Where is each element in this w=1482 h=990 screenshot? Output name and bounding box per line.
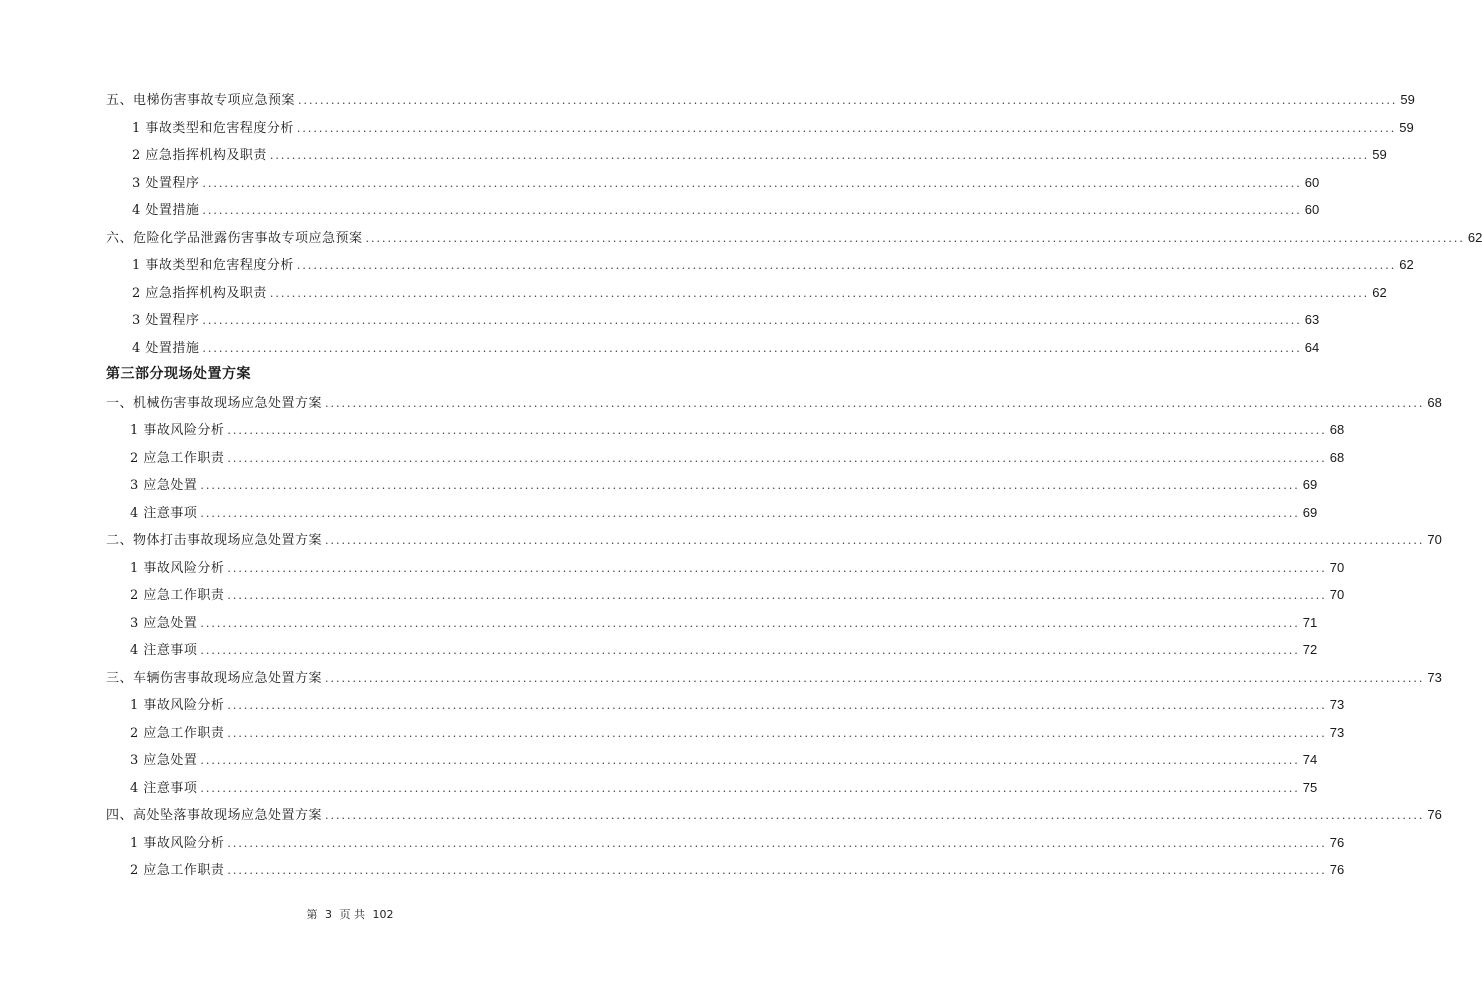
toc-entry-label: 三、车辆伤害事故现场应急处置方案 [106,670,323,686]
toc-subentry[interactable] [106,774,1318,802]
toc-entry-label: 4 注意事项 [130,643,198,658]
toc-subentry[interactable] [106,141,1387,169]
footer-middle: 页 共 [339,908,365,921]
toc-entry-page-number: 73 [1329,724,1345,740]
table-of-contents [106,86,1482,884]
dot-leader: ........................................................................................................................................................................................................ [202,204,1302,217]
toc-subentry[interactable] [106,444,1345,472]
toc-entry-page-number: 59 [1399,119,1414,135]
toc-subentry[interactable] [106,499,1318,527]
toc-entry-label: 1 事故风险分析 [130,835,225,851]
toc-subentry[interactable] [106,471,1318,499]
toc-entry-page-number: 68 [1329,422,1345,437]
toc-entry-page-number: 74 [1302,752,1318,767]
toc-entry-page-number: 76 [1427,807,1442,822]
toc-entry-label: 二、物体打击事故现场应急处置方案 [106,533,323,548]
dot-leader: ........................................................................................................................................................................................................ [296,121,1397,135]
dot-leader: ........................................................................................................................................................................................................ [200,781,1300,795]
toc-entry-label: 4 注意事项 [130,505,198,521]
toc-entry-label: 3 处置程序 [132,175,200,191]
footer-prefix: 第 [306,908,318,921]
dot-leader: ........................................................................................................................................................................................................ [227,451,1327,465]
toc-entry-label: 1 事故风险分析 [130,560,225,576]
toc-subentry[interactable] [106,306,1320,334]
toc-section-entry[interactable] [106,526,1442,554]
dot-leader: ........................................................................................................................................................................................................ [227,589,1327,602]
dot-leader: ........................................................................................................................................................................................................ [325,396,1425,410]
toc-entry-page-number: 60 [1304,174,1320,190]
toc-subentry[interactable] [106,416,1345,444]
toc-entry-page-number: 73 [1427,669,1442,685]
dot-leader: ........................................................................................................................................................................................................ [269,286,1370,300]
dot-leader: ........................................................................................................................................................................................................ [325,671,1425,685]
toc-entry-page-number: 63 [1304,312,1320,327]
toc-entry-page-number: 71 [1302,614,1318,630]
dot-leader: ........................................................................................................................................................................................................ [227,424,1327,437]
toc-entry-label: 五、电梯伤害事故专项应急预案 [106,93,296,108]
toc-subentry[interactable] [106,746,1318,774]
toc-entry-page-number: 76 [1329,834,1345,850]
toc-entry-page-number: 69 [1302,504,1318,520]
toc-entry-label: 六、危险化学品泄露伤害事故专项应急预案 [106,230,363,246]
toc-entry-page-number: 70 [1329,559,1345,575]
toc-entry-page-number: 60 [1304,202,1320,217]
toc-subentry[interactable] [106,691,1345,719]
toc-entry-label: 3 处置程序 [132,313,200,328]
toc-entry-label: 2 应急工作职责 [130,450,225,466]
dot-leader: ........................................................................................................................................................................................................ [227,561,1327,575]
toc-entry-label: 3 应急处置 [130,478,198,493]
toc-subentry[interactable] [106,581,1345,609]
toc-entry-page-number: 69 [1302,477,1318,492]
toc-subentry[interactable] [106,169,1320,197]
toc-entry-label: 4 处置措施 [132,203,200,218]
dot-leader: ........................................................................................................................................................................................................ [202,314,1302,327]
toc-entry-page-number: 68 [1427,394,1442,410]
toc-entry-label: 2 应急工作职责 [130,588,225,603]
toc-entry-page-number: 73 [1329,697,1345,712]
dot-leader: ........................................................................................................................................................................................................ [227,699,1327,712]
dot-leader: ........................................................................................................................................................................................................ [296,259,1397,272]
toc-entry-page-number: 62 [1399,257,1414,272]
toc-section-entry[interactable] [106,664,1442,692]
toc-entry-page-number: 62 [1467,229,1482,245]
toc-section-entry[interactable] [106,86,1415,114]
part-heading: 第三部分现场处置方案 [106,366,251,382]
toc-entry-label: 1 事故风险分析 [130,423,225,438]
dot-leader: ........................................................................................................................................................................................................ [202,176,1302,190]
toc-subentry[interactable] [106,114,1414,142]
toc-section-entry[interactable] [106,389,1442,417]
toc-entry-label: 4 注意事项 [130,780,198,796]
toc-section-entry[interactable] [106,801,1442,829]
toc-entry-label: 2 应急工作职责 [130,725,225,741]
toc-entry-label: 1 事故风险分析 [130,698,225,713]
footer-current-page: 3 [325,908,332,921]
footer-total-pages: 102 [372,908,394,921]
toc-subentry[interactable] [106,829,1345,857]
toc-entry-page-number: 68 [1329,449,1345,465]
toc-entry-label: 2 应急工作职责 [130,863,225,878]
toc-entry-label: 四、高处坠落事故现场应急处置方案 [106,808,323,823]
toc-subentry[interactable] [106,856,1345,884]
toc-entry-label: 4 处置措施 [132,340,200,356]
toc-entry-label: 1 事故类型和危害程度分析 [132,120,294,136]
toc-entry-label: 2 应急指挥机构及职责 [132,148,267,163]
toc-subentry[interactable] [106,609,1318,637]
toc-section-entry[interactable] [106,224,1482,252]
dot-leader: ........................................................................................................................................................................................................ [298,94,1398,107]
toc-subentry[interactable] [106,251,1414,279]
toc-entry-label: 一、机械伤害事故现场应急处置方案 [106,395,323,411]
toc-entry-page-number: 59 [1400,92,1415,107]
toc-entry-page-number: 75 [1302,779,1318,795]
toc-subentry[interactable] [106,279,1387,307]
toc-subentry[interactable] [106,334,1320,362]
toc-entry-page-number: 70 [1329,587,1345,602]
dot-leader: ........................................................................................................................................................................................................ [200,479,1300,492]
toc-subentry[interactable] [106,196,1320,224]
dot-leader: ........................................................................................................................................................................................................ [200,616,1300,630]
toc-entry-label: 1 事故类型和危害程度分析 [132,258,294,273]
dot-leader: ........................................................................................................................................................................................................ [365,231,1465,245]
toc-entry-page-number: 76 [1329,862,1345,877]
dot-leader: ........................................................................................................................................................................................................ [227,726,1327,740]
toc-entry-label: 3 应急处置 [130,753,198,768]
dot-leader: ........................................................................................................................................................................................................ [200,754,1300,767]
dot-leader: ........................................................................................................................................................................................................ [202,341,1302,355]
dot-leader: ........................................................................................................................................................................................................ [227,836,1327,850]
toc-subentry[interactable] [106,719,1345,747]
toc-entry-page-number: 72 [1302,642,1318,657]
dot-leader: ........................................................................................................................................................................................................ [200,644,1300,657]
toc-entry-label: 2 应急指挥机构及职责 [132,285,267,301]
dot-leader: ........................................................................................................................................................................................................ [227,864,1327,877]
toc-entry-label: 3 应急处置 [130,615,198,631]
dot-leader: ........................................................................................................................................................................................................ [325,809,1425,822]
dot-leader: ........................................................................................................................................................................................................ [200,506,1300,520]
dot-leader: ........................................................................................................................................................................................................ [269,149,1370,162]
toc-entry-page-number: 59 [1372,147,1387,162]
toc-entry-page-number: 70 [1427,532,1442,547]
toc-subentry[interactable] [106,636,1318,664]
toc-subentry[interactable] [106,554,1345,582]
dot-leader: ........................................................................................................................................................................................................ [325,534,1425,547]
toc-entry-page-number: 64 [1304,339,1320,355]
page-footer [0,906,700,922]
toc-entry-page-number: 62 [1372,284,1387,300]
